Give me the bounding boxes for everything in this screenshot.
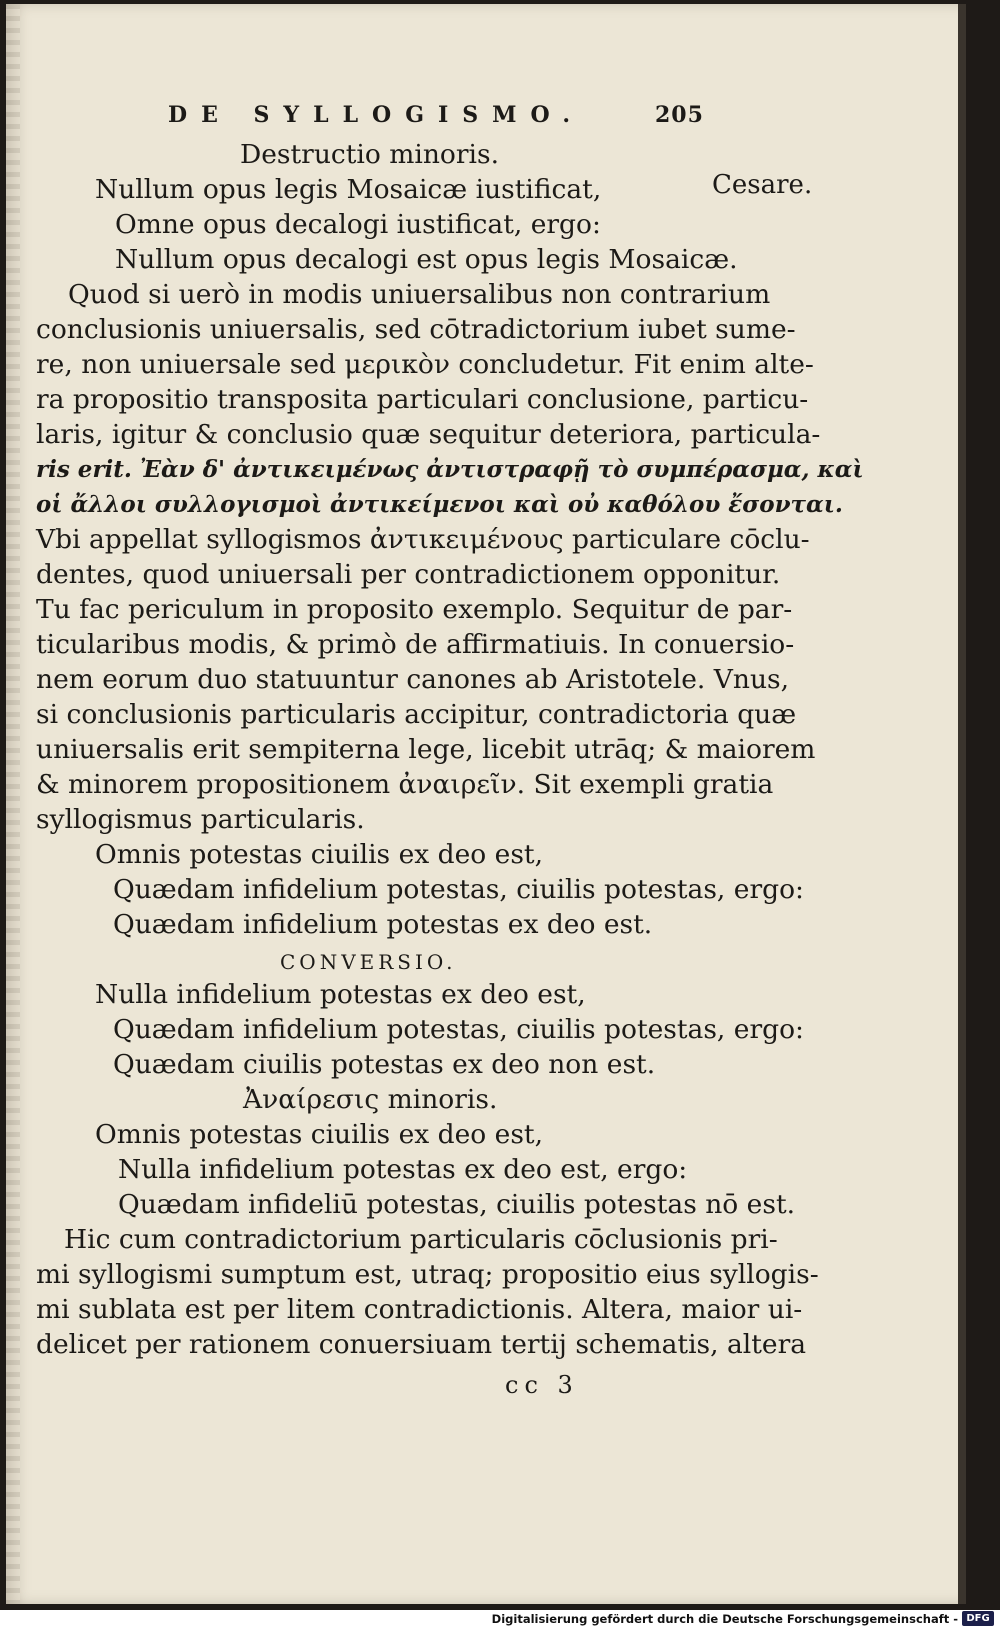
text-line: Omne opus decalogi iustificat, ergo: — [115, 209, 601, 240]
text-line: mi syllogismi sumptum est, utraq; propositio eius syllogis- — [36, 1259, 819, 1290]
text-line: Omnis potestas ciuilis ex deo est, — [95, 839, 544, 870]
dfg-logo-icon: DFG — [962, 1611, 994, 1626]
text-line: ticularibus modis, & primò de affirmatiuis. In conuersio- — [36, 629, 795, 660]
text-line: Quædam ciuilis potestas ex deo non est. — [113, 1049, 656, 1080]
text-line: uniuersalis erit sempiterna lege, licebit utrāq; & maiorem — [36, 734, 816, 765]
text-line: Vbi appellat syllogismos ἀντικειμένους particulare cōclu- — [36, 524, 810, 555]
text-line: dentes, quod uniuersali per contradictionem opponitur. — [36, 559, 781, 590]
text-line: syllogismus particularis. — [36, 804, 365, 835]
text-line: si conclusionis particularis accipitur, contradictoria quæ — [36, 699, 797, 730]
footer-credit: Digitalisierung gefördert durch die Deutsche Forschungsgemeinschaft - — [491, 1612, 958, 1626]
text-line: Hic cum contradictorium particularis cōclusionis pri- — [64, 1224, 778, 1255]
signature-mark: cc 3 — [505, 1371, 579, 1399]
text-line: re, non uniuersale sed μερικὸν concludetur. Fit enim alte- — [36, 349, 814, 380]
text-line: conclusionis uniuersalis, sed cōtradictorium iubet sume- — [36, 314, 796, 345]
page-number: 205 — [655, 102, 704, 128]
text-line: mi sublata est per litem contradictionis. Altera, maior ui- — [36, 1294, 803, 1325]
text-line: & minorem propositionem ἀναιρεῖν. Sit exempli gratia — [36, 769, 774, 800]
text-line: Quædam infideliū potestas, ciuilis potestas nō est. — [118, 1189, 796, 1220]
text-line: Omnis potestas ciuilis ex deo est, — [95, 1119, 544, 1150]
text-line: delicet per rationem conuersiuam tertij schematis, altera — [36, 1329, 807, 1360]
text-line: Nulla infidelium potestas ex deo est, — [95, 979, 586, 1010]
text-line: nem eorum duo statuuntur canones ab Aristotele. Vnus, — [36, 664, 790, 695]
text-line: Quædam infidelium potestas, ciuilis potestas, ergo: — [113, 1014, 804, 1045]
text-line: Ἀναίρεσις minoris. — [243, 1084, 498, 1115]
text-line: laris, igitur & conclusio quæ sequitur deteriora, particula- — [36, 419, 821, 450]
text-line: Nulla infidelium potestas ex deo est, ergo: — [118, 1154, 688, 1185]
text-line: ra propositio transposita particulari conclusione, particu- — [36, 384, 809, 415]
greek-text-line: οἱ ἄλλοι συλλογισμοὶ ἀντικείμενοι καὶ οὐ καθόλου ἔσονται. — [36, 491, 843, 518]
text-line: Tu fac periculum in proposito exemplo. Sequitur de par- — [36, 594, 793, 625]
text-line: Quod si uerò in modis uniuersalibus non contrarium — [68, 279, 771, 310]
margin-note: Cesare. — [712, 170, 813, 200]
section-heading: CONVERSIO. — [280, 950, 457, 974]
running-head-title: DE SYLLOGISMO. — [168, 102, 585, 128]
text-line: Nullum opus legis Mosaicæ iustificat, — [95, 174, 602, 205]
text-line: Nullum opus decalogi est opus legis Mosaicæ. — [115, 244, 738, 275]
greek-text-line: ris erit. Ἐὰν δ' ἀντικειμένως ἀντιστραφῇ τὸ συμπέρασμα, καὶ — [36, 456, 864, 483]
text-line: Destructio minoris. — [240, 139, 500, 170]
text-line: Quædam infidelium potestas, ciuilis potestas, ergo: — [113, 874, 804, 905]
text-line: Quædam infidelium potestas ex deo est. — [113, 909, 653, 940]
